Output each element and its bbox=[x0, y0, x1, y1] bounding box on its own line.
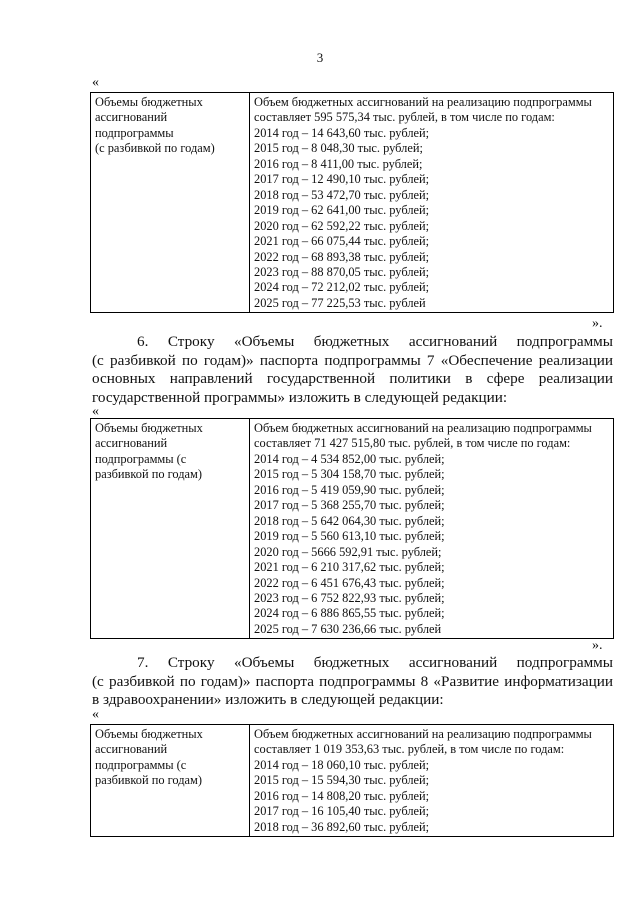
label-line: Объемы бюджетных bbox=[95, 95, 203, 109]
budget-table-2 bbox=[90, 418, 614, 639]
value-line: 2021 год – 66 075,44 тыс. рублей; bbox=[254, 234, 430, 249]
budget-table-1 bbox=[90, 92, 614, 313]
value-line: 2017 год – 5 368 255,70 тыс. рублей; bbox=[254, 498, 445, 513]
label-line: Объемы бюджетных bbox=[95, 421, 203, 435]
budget-label-cell bbox=[91, 419, 250, 639]
value-line: 2024 год – 72 212,02 тыс. рублей; bbox=[254, 280, 430, 295]
value-line: Объем бюджетных ассигнований на реализацию подпрограммы bbox=[254, 727, 592, 741]
paragraph-line: основных направлений государственной политики в сфере реализации bbox=[92, 370, 613, 388]
label-line: (с разбивкой по годам) bbox=[95, 141, 215, 156]
value-line: 2017 год – 12 490,10 тыс. рублей; bbox=[254, 172, 430, 187]
value-line: 2014 год – 14 643,60 тыс. рублей; bbox=[254, 125, 430, 140]
value-line: 2016 год – 14 808,20 тыс. рублей; bbox=[254, 788, 430, 803]
paragraph-line: 6. Строку «Объемы бюджетных ассигнований подпрограммы bbox=[137, 333, 613, 350]
value-line: 2015 год – 15 594,30 тыс. рублей; bbox=[254, 773, 430, 788]
paragraph-item-7 bbox=[92, 654, 613, 710]
value-line: Объем бюджетных ассигнований на реализацию подпрограммы bbox=[254, 95, 592, 109]
value-line: 2024 год – 6 886 865,55 тыс. рублей; bbox=[254, 606, 445, 621]
value-line: 2016 год – 8 411,00 тыс. рублей; bbox=[254, 156, 423, 171]
value-line: 2016 год – 5 419 059,90 тыс. рублей; bbox=[254, 482, 445, 497]
table-row bbox=[91, 725, 614, 837]
value-line: 2018 год – 5 642 064,30 тыс. рублей; bbox=[254, 513, 445, 528]
value-line: 2022 год – 6 451 676,43 тыс. рублей; bbox=[254, 575, 445, 590]
paragraph-line: 7. Строку «Объемы бюджетных ассигнований подпрограммы bbox=[137, 654, 613, 671]
budget-value-cell bbox=[250, 725, 614, 837]
value-line: 2022 год – 68 893,38 тыс. рублей; bbox=[254, 249, 430, 264]
value-line: 2021 год – 6 210 317,62 тыс. рублей; bbox=[254, 560, 445, 575]
value-line: 2015 год – 8 048,30 тыс. рублей; bbox=[254, 141, 423, 156]
paragraph-line: (с разбивкой по годам)» паспорта подпрограммы 8 «Развитие информатизации bbox=[92, 672, 613, 690]
label-line: Объемы бюджетных bbox=[95, 727, 203, 741]
value-line: 2014 год – 4 534 852,00 тыс. рублей; bbox=[254, 451, 445, 466]
paragraph-line: (с разбивкой по годам)» паспорта подпрограммы 7 «Обеспечение реализации bbox=[92, 351, 613, 369]
page-number: 3 bbox=[316, 50, 324, 65]
closing-quote: ». bbox=[592, 316, 603, 331]
label-line: подпрограммы bbox=[95, 125, 174, 140]
value-line: 2017 год – 16 105,40 тыс. рублей; bbox=[254, 804, 430, 819]
value-line: составляет 1 019 353,63 тыс. рублей, в том числе по годам: bbox=[254, 742, 565, 757]
budget-value-cell bbox=[250, 419, 614, 639]
label-line: ассигнований bbox=[95, 436, 168, 451]
table-row bbox=[91, 419, 614, 639]
paragraph-line: государственной программы» изложить в следующей редакции: bbox=[92, 388, 508, 406]
value-line: 2023 год – 88 870,05 тыс. рублей; bbox=[254, 264, 430, 279]
label-line: подпрограммы (с bbox=[95, 757, 187, 772]
label-line: разбивкой по годам) bbox=[95, 467, 202, 482]
value-line: составляет 595 575,34 тыс. рублей, в том числе по годам: bbox=[254, 110, 555, 125]
value-line: 2015 год – 5 304 158,70 тыс. рублей; bbox=[254, 467, 445, 482]
value-line: 2014 год – 18 060,10 тыс. рублей; bbox=[254, 757, 430, 772]
label-line: ассигнований bbox=[95, 742, 168, 757]
opening-quote: « bbox=[92, 404, 99, 419]
label-line: ассигнований bbox=[95, 110, 168, 125]
label-line: подпрограммы (с bbox=[95, 451, 187, 466]
value-line: 2023 год – 6 752 822,93 тыс. рублей; bbox=[254, 590, 445, 605]
budget-label-cell bbox=[91, 93, 250, 313]
budget-label-cell bbox=[91, 725, 250, 837]
value-line: составляет 71 427 515,80 тыс. рублей, в том числе по годам: bbox=[254, 436, 571, 451]
value-line: 2025 год – 77 225,53 тыс. рублей bbox=[254, 295, 426, 310]
value-line: 2020 год – 5666 592,91 тыс. рублей; bbox=[254, 544, 442, 559]
table-row bbox=[91, 93, 614, 313]
budget-value-cell bbox=[250, 93, 614, 313]
opening-quote: « bbox=[92, 75, 99, 90]
budget-table-3 bbox=[90, 724, 614, 837]
value-line: 2019 год – 5 560 613,10 тыс. рублей; bbox=[254, 529, 445, 544]
opening-quote: « bbox=[92, 707, 99, 722]
value-line: 2020 год – 62 592,22 тыс. рублей; bbox=[254, 218, 430, 233]
closing-quote: ». bbox=[592, 638, 603, 653]
value-line: Объем бюджетных ассигнований на реализацию подпрограммы bbox=[254, 421, 592, 435]
paragraph-line: в здравоохранении» изложить в следующей редакции: bbox=[92, 691, 444, 709]
label-line: разбивкой по годам) bbox=[95, 773, 202, 788]
paragraph-item-6 bbox=[92, 333, 613, 407]
value-line: 2018 год – 53 472,70 тыс. рублей; bbox=[254, 187, 430, 202]
value-line: 2019 год – 62 641,00 тыс. рублей; bbox=[254, 203, 430, 218]
value-line: 2018 год – 36 892,60 тыс. рублей; bbox=[254, 819, 430, 834]
value-line: 2025 год – 7 630 236,66 тыс. рублей bbox=[254, 621, 442, 636]
